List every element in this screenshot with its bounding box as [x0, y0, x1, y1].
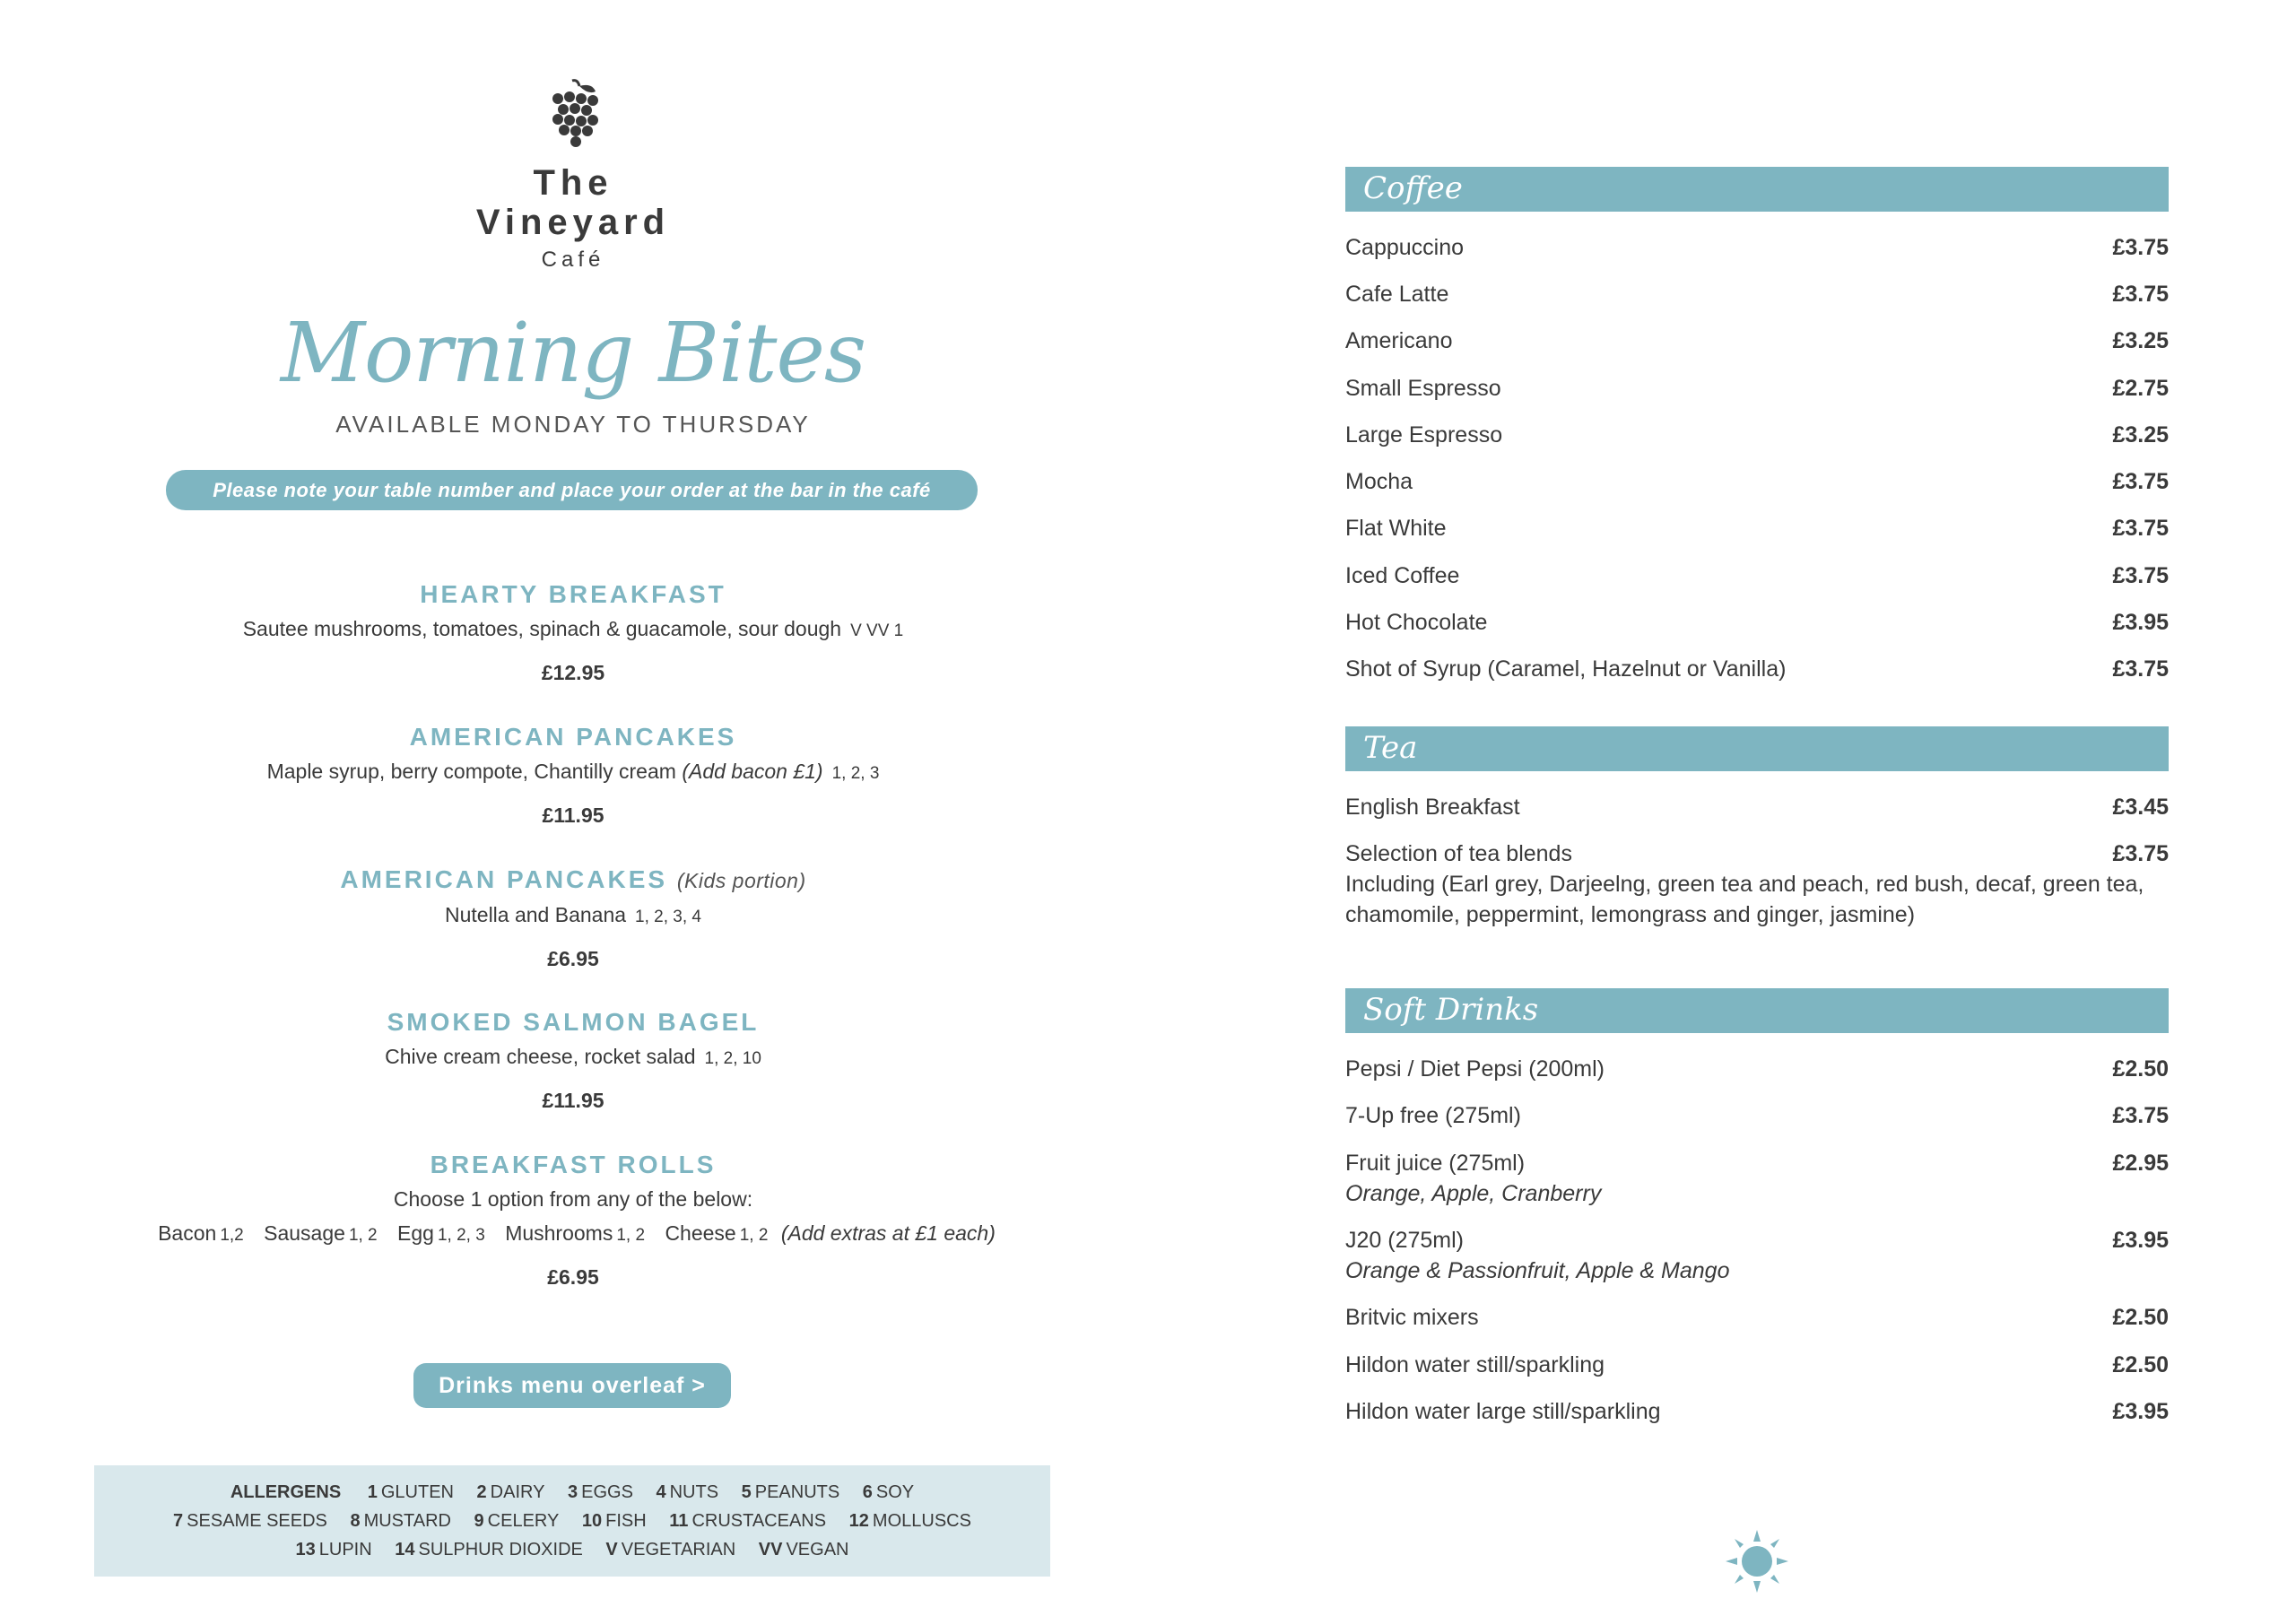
item-desc-extra: (Add bacon £1)	[682, 760, 823, 783]
item-desc: Chive cream cheese, rocket salad	[385, 1045, 696, 1068]
item-name: AMERICAN PANCAKES	[409, 723, 737, 751]
allergen-entry: 6 SOY	[862, 1482, 915, 1502]
menu-subtitle: AVAILABLE MONDAY TO THURSDAY	[335, 411, 811, 438]
coffee-section-header	[1345, 167, 2169, 212]
drink-price: £3.25	[2112, 422, 2169, 447]
soft-drinks-section-header	[1345, 988, 2169, 1033]
allergen-row	[94, 1478, 1050, 1507]
allergen-row	[94, 1535, 1050, 1564]
roll-option: Bacon 1,2	[158, 1221, 244, 1245]
roll-options-extra: (Add extras at £1 each)	[780, 1221, 996, 1245]
allergen-entry: 1 GLUTEN	[367, 1482, 454, 1502]
section-title: Soft Drinks	[1363, 992, 1539, 1028]
allergen-entry: 9 CELERY	[474, 1511, 560, 1531]
item-allergens: 1, 2, 3	[831, 764, 880, 783]
drink-row: Shot of Syrup (Caramel, Hazelnut or Vanilla) £3.75	[1345, 654, 2169, 684]
item-price: £12.95	[541, 661, 605, 684]
item-name: AMERICAN PANCAKES	[340, 865, 668, 893]
item-name: HEARTY BREAKFAST	[420, 580, 726, 608]
sun-icon	[1726, 1530, 1788, 1593]
allergen-entry: 14 SULPHUR DIOXIDE	[395, 1540, 583, 1560]
drink-row: Selection of tea blends £3.75 Including (Earl grey, Darjeelng, green tea and peach, red bush, decaf, green tea, chamomile, peppermint, lemongrass and ginger, jasmine)	[1345, 838, 2169, 930]
drink-price: £2.75	[2112, 376, 2169, 401]
drink-detail: Orange, Apple, Cranberry	[1345, 1181, 1602, 1206]
grapes-icon	[545, 77, 604, 149]
menu-title: Morning Bites	[280, 305, 866, 401]
drink-row: Large Espresso £3.25	[1345, 420, 2169, 450]
drink-row: 7-Up free (275ml) £3.75	[1345, 1100, 2169, 1131]
drink-price: £3.75	[2112, 563, 2169, 588]
drink-price: £2.50	[2112, 1056, 2169, 1082]
drink-row: Americano £3.25	[1345, 326, 2169, 356]
roll-option: Egg 1, 2, 3	[397, 1221, 485, 1245]
item-price: £6.95	[547, 1265, 599, 1289]
item-price: £11.95	[542, 1089, 604, 1112]
drink-row: Pepsi / Diet Pepsi (200ml) £2.50	[1345, 1054, 2169, 1084]
brand-line-3: Café	[541, 248, 605, 272]
section-title: Tea	[1363, 730, 1418, 766]
allergen-entry: V VEGETARIAN	[605, 1540, 736, 1560]
drink-row: J20 (275ml) £3.95 Orange & Passionfruit, Apple & Mango	[1345, 1225, 2169, 1286]
roll-option: Sausage 1, 2	[264, 1221, 378, 1245]
allergen-entry: 4 NUTS	[656, 1482, 719, 1502]
drinks-menu-button[interactable]: Drinks menu overleaf >	[413, 1363, 731, 1408]
drink-price: £3.75	[2112, 516, 2169, 541]
allergen-entry: 11 CRUSTACEANS	[669, 1511, 827, 1531]
menu-item	[0, 1006, 1146, 1116]
drink-price: £2.50	[2112, 1305, 2169, 1330]
drink-detail: Including (Earl grey, Darjeelng, green tea and peach, red bush, decaf, green tea, chamomile, peppermint, lemongrass and ginger, jasmine)	[1345, 872, 2144, 927]
drink-row: Hildon water large still/sparkling £3.95	[1345, 1396, 2169, 1427]
allergen-entry: 8 MUSTARD	[350, 1511, 451, 1531]
drink-row: Hildon water still/sparkling £2.50	[1345, 1350, 2169, 1380]
drink-price: £3.75	[2112, 282, 2169, 307]
allergen-entry: 7 SESAME SEEDS	[173, 1511, 327, 1531]
allergen-label: ALLERGENS	[230, 1482, 342, 1502]
allergen-entry: 10 FISH	[581, 1511, 647, 1531]
drink-row: Hot Chocolate £3.95	[1345, 607, 2169, 638]
item-allergens: 1, 2, 10	[704, 1049, 761, 1068]
drink-price: £2.95	[2112, 1151, 2169, 1176]
roll-option: Cheese 1, 2	[665, 1221, 769, 1245]
allergen-row	[94, 1507, 1050, 1535]
item-name: SMOKED SALMON BAGEL	[387, 1008, 760, 1036]
item-desc: Nutella and Banana	[444, 903, 627, 926]
drink-row: Small Espresso £2.75	[1345, 373, 2169, 404]
menu-item	[0, 1149, 1146, 1293]
allergen-entry: 2 DAIRY	[476, 1482, 545, 1502]
item-allergens: V VV 1	[850, 621, 904, 640]
allergen-entry: VV VEGAN	[758, 1540, 849, 1560]
drink-row: Iced Coffee £3.75	[1345, 560, 2169, 591]
drink-row: Cafe Latte £3.75	[1345, 279, 2169, 309]
drink-price: £3.75	[2112, 656, 2169, 682]
drink-price: £3.75	[2112, 841, 2169, 866]
drink-detail: Orange & Passionfruit, Apple & Mango	[1345, 1258, 1730, 1283]
drink-price: £3.95	[2112, 1399, 2169, 1424]
drink-price: £3.95	[2112, 610, 2169, 635]
allergen-entry: 3 EGGS	[568, 1482, 633, 1502]
roll-options	[0, 1217, 1146, 1252]
drinks-menu-page	[1345, 0, 2170, 1616]
brand-line-2: Vineyard	[475, 203, 671, 242]
menu-item	[0, 721, 1146, 831]
item-allergens: 1, 2, 3, 4	[635, 908, 701, 926]
allergen-entry: 13 LUPIN	[295, 1540, 372, 1560]
item-desc: Choose 1 option from any of the below:	[393, 1187, 753, 1211]
menu-item	[0, 864, 1146, 975]
allergen-key	[94, 1465, 1050, 1577]
drink-price: £2.50	[2112, 1352, 2169, 1377]
drink-price: £3.75	[2112, 1103, 2169, 1128]
item-price: £11.95	[542, 804, 604, 827]
drink-price: £3.95	[2112, 1228, 2169, 1253]
roll-option: Mushrooms 1, 2	[505, 1221, 646, 1245]
item-desc: Maple syrup, berry compote, Chantilly cream	[266, 760, 676, 783]
drink-price: £3.75	[2112, 235, 2169, 260]
drink-row: English Breakfast £3.45	[1345, 792, 2169, 822]
drink-price: £3.45	[2112, 795, 2169, 820]
drink-price: £3.25	[2112, 328, 2169, 353]
item-desc: Sautee mushrooms, tomatoes, spinach & guacamole, sour dough	[242, 617, 842, 640]
item-price: £6.95	[547, 947, 599, 970]
drink-row: Fruit juice (275ml) £2.95 Orange, Apple, Cranberry	[1345, 1148, 2169, 1209]
brand-line-1: The	[533, 163, 613, 203]
drink-row: Mocha £3.75	[1345, 466, 2169, 497]
order-note: Please note your table number and place your order at the bar in the café	[166, 470, 978, 510]
drink-row: Cappuccino £3.75	[1345, 232, 2169, 263]
allergen-entry: 12 MOLLUSCS	[848, 1511, 971, 1531]
drink-row: Flat White £3.75	[1345, 513, 2169, 543]
menu-item	[0, 578, 1146, 689]
tea-section-header	[1345, 726, 2169, 771]
food-menu-page	[0, 0, 1146, 1616]
drink-row: Britvic mixers £2.50	[1345, 1302, 2169, 1333]
item-name: BREAKFAST ROLLS	[430, 1151, 717, 1178]
item-name-sub: (Kids portion)	[676, 869, 806, 892]
section-title: Coffee	[1363, 170, 1463, 206]
allergen-entry: 5 PEANUTS	[741, 1482, 840, 1502]
drink-price: £3.75	[2112, 469, 2169, 494]
